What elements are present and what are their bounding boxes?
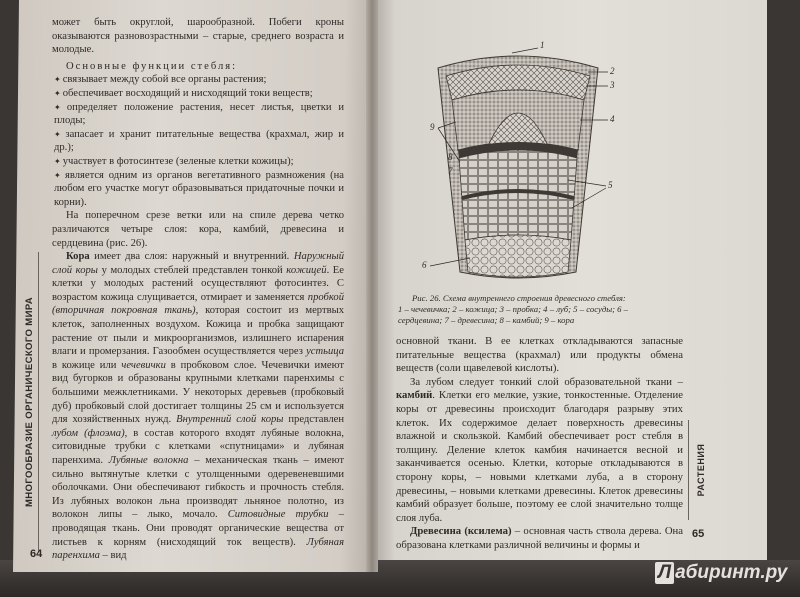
- text-run: . Клетки его мелкие, узкие, тонкостенные. Отделение коры от древесины происходит благодаря разрыву этих клеток. Их содержимое делает поверхность древесины влажной и скользкой. Камбий обеспечивает рост стебля в толщину. Деление клеток камбия начинается весной и заканчивается осенью. Клетки, которые откладываются в сторону коры, – новыми клетками луба, а в сторону древесины, – новыми клетками древесины. Клеток древесины камбий образует больше, поэтому ее слой значительно толще слоя луба.: [396, 389, 683, 524]
- callout-3: 3: [610, 80, 615, 90]
- figure-caption: [398, 293, 668, 326]
- left-section-label: МНОГООБРАЗИЕ ОРГАНИЧЕСКОГО МИРА: [24, 296, 35, 508]
- right-paragraph-cambium: [396, 376, 683, 526]
- caption-title: Рис. 26. Схема внутреннего строения древесного стебля:: [412, 293, 626, 303]
- text-run: в кожице или: [52, 359, 122, 371]
- term-inner-bark: Внутренний слой коры: [176, 414, 284, 426]
- function-bullet: ✦ запасает и хранит питательные вещества (крахмал, жир и др.);: [52, 128, 344, 155]
- term-sieve-tubes: Ситовидные трубки: [227, 509, 329, 521]
- watermark-text: абиринт.ру: [675, 562, 788, 583]
- term-epidermis: кожицей: [286, 264, 327, 276]
- stem-cross-section-figure: [408, 40, 628, 288]
- text-run: . Ее клетки у молодых растений осуществляют фотосинтез. С возрастом кожица слущивается, отмирает и заменяется: [52, 264, 344, 303]
- term-cork: пробкой (вторичная покровная ткань): [52, 291, 344, 317]
- function-bullet: ✦ участвует в фотосинтезе (зеленые клетки кожицы);: [52, 155, 344, 169]
- text-run: – проводящая ткань. Они проводят органические вещества от листьев к корням (нисходящий ток веществ).: [52, 509, 344, 548]
- function-bullet: ✦ является одним из органов вегетативного размножения (на любом его участке могут образовываться придаточные почки и корни).: [52, 169, 344, 210]
- stem-diagram: [408, 40, 628, 288]
- right-paragraph-xylem: [396, 525, 683, 552]
- callout-8: 8: [448, 152, 453, 162]
- pith-layer: [465, 235, 571, 277]
- term-cambium: камбий: [396, 389, 433, 402]
- callout-4: 4: [610, 114, 615, 124]
- text-run: , которая состоит из мертвых клеток, заполненных воздухом. Кожица и пробка защищают растение от пыли и микроорганизмов, излишнего испарения влаги и промерзания. Газообмен осуществляется через: [52, 305, 344, 358]
- callout-7: 7: [448, 166, 453, 176]
- left-section-rule: [38, 252, 39, 552]
- right-paragraph-1: основной ткани. В ее клетках откладываются запасные питательные вещества (крахмал) или продукты обмена веществ (соли щавелевой кислоты).: [396, 335, 683, 375]
- term-phloem: лубом (флоэма): [52, 427, 125, 439]
- text-run: – вид: [99, 550, 127, 562]
- callout-6: 6: [422, 260, 427, 270]
- term-outer-bark: Наружный слой коры: [52, 251, 344, 276]
- term-xylem: Древесина (ксилема): [410, 525, 512, 538]
- callout-5: 5: [608, 180, 613, 190]
- text-run: , в состав которого входят лубяные волокна, ситовидные трубки с клетками «спутницами» и лубяная паренхима.: [52, 427, 344, 466]
- callout-1: 1: [540, 40, 545, 50]
- right-section-label: РАСТЕНИЯ: [696, 443, 706, 497]
- function-bullet: ✦ определяет положение растения, несет листья, цветки и плоды;: [52, 101, 344, 128]
- term-lenticels: чечевички: [121, 359, 166, 371]
- term-bast-parenchyma: Лубяная паренхима: [52, 536, 344, 562]
- left-paragraph: может быть округлой, шарообразной. Побеги кроны оказываются разновозрастными – старые, среднего возраста и молодые.: [52, 17, 344, 56]
- section-heading: Основные функции стебля:: [66, 60, 238, 72]
- callout-9: 9: [430, 122, 435, 132]
- function-bullet: ✦ связывает между собой все органы растения;: [52, 73, 344, 87]
- left-page-number: 64: [30, 548, 43, 560]
- callout-2: 2: [610, 66, 615, 76]
- text-run: – механическая ткань – имеют сильно вытянутые клетки с утолщенными одеревеневшими оболочками. Они обеспечивают гибкость и прочность стебля. Из лубяных волокон льна производят льняное полотно, из волокон липы – лыко, мочало.: [52, 455, 344, 521]
- left-page-text: [52, 16, 344, 563]
- labirint-watermark: [655, 562, 787, 584]
- text-run: представлен: [283, 414, 344, 426]
- right-page-number: 65: [692, 528, 705, 540]
- text-run: За лубом следует тонкий слой образовательной ткани –: [410, 375, 683, 388]
- text-run: в пробковом слое. Чечевички имеют вид бугорков и образованы крупными клетками паренхимы с большими межклетниками. У некоторых деревьев (пробковый дуб) пробковый слой достигает толщины 25 см и используется для хозяйственных нужд.: [52, 359, 345, 426]
- text-run: имеет два слоя: наружный и внутренний.: [89, 251, 294, 263]
- term-bast-fibers: Лубяные волокна: [108, 455, 189, 466]
- kora-paragraph: [52, 250, 344, 563]
- watermark-letter: Л: [655, 562, 674, 584]
- text-run: у молодых стеблей представлен тонкой: [97, 264, 287, 276]
- right-page-text: [396, 335, 683, 553]
- term-kora: Кора: [66, 251, 90, 263]
- book-gutter: [366, 0, 378, 572]
- term-stomata: устьица: [306, 346, 344, 358]
- text-run: – основная часть ствола дерева. Она образована клетками различной величины и формы и: [396, 525, 683, 551]
- left-paragraph: На поперечном срезе ветки или на спиле дерева четко различаются четыре слоя: кора, камбий, древесина и сердцевина (рис. 26).: [52, 210, 344, 249]
- left-paragraph-list: [52, 16, 344, 250]
- function-bullet: ✦ обеспечивает восходящий и нисходящий токи веществ;: [52, 87, 344, 101]
- right-section-rule: [688, 420, 689, 520]
- caption-legend: 1 – чечевичка; 2 – кожица; 3 – пробка; 4 – луб; 5 – сосуды; 6 – сердцевина; 7 – древесина; 8 – камбий; 9 – кора: [398, 304, 629, 325]
